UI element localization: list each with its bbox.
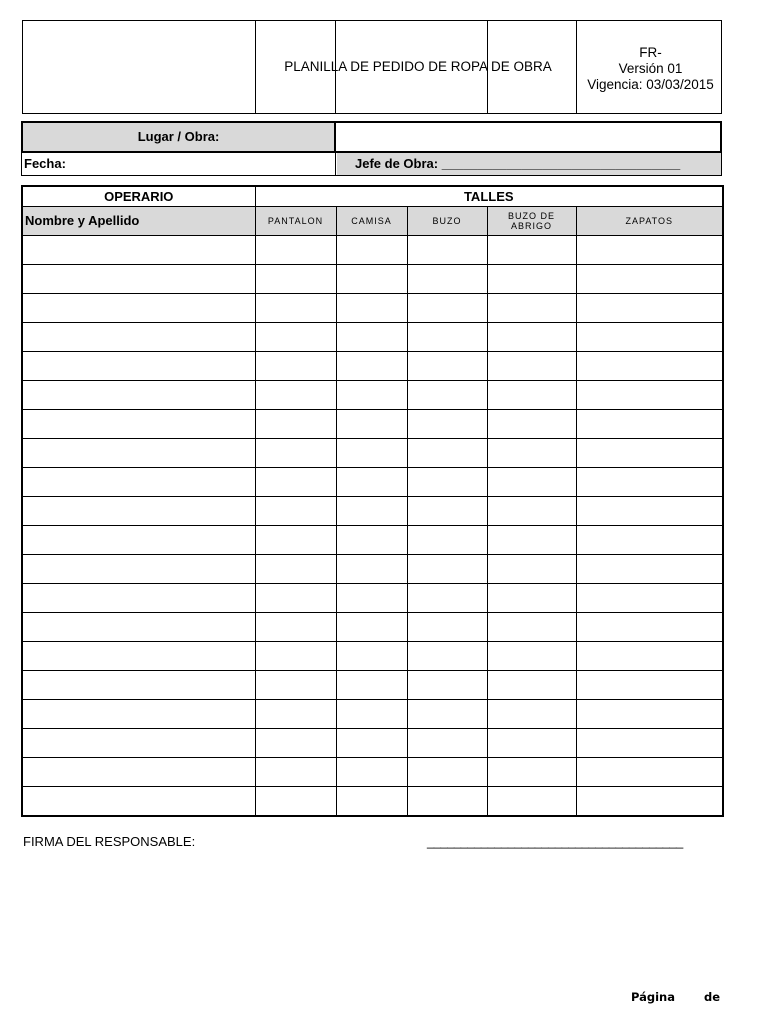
pantalon-cell[interactable] xyxy=(255,236,336,265)
zapatos-cell[interactable] xyxy=(576,729,723,758)
buzo-abrigo-cell[interactable] xyxy=(487,642,576,671)
name-cell[interactable] xyxy=(22,352,255,381)
camisa-cell[interactable] xyxy=(336,613,407,642)
camisa-cell[interactable] xyxy=(336,352,407,381)
pantalon-cell[interactable] xyxy=(255,700,336,729)
table-row xyxy=(22,671,723,700)
pantalon-cell[interactable] xyxy=(255,497,336,526)
table-row xyxy=(22,787,723,817)
buzo-abrigo-cell[interactable] xyxy=(487,236,576,265)
camisa-cell[interactable] xyxy=(336,700,407,729)
camisa-cell[interactable] xyxy=(336,381,407,410)
name-cell[interactable] xyxy=(22,294,255,323)
jefe-obra-label: Jefe de Obra: _________________________________ xyxy=(337,153,721,175)
table-row xyxy=(22,497,723,526)
buzo-abrigo-cell[interactable] xyxy=(487,381,576,410)
buzo-cell[interactable] xyxy=(407,497,487,526)
buzo-abrigo-cell[interactable] xyxy=(487,729,576,758)
table-row xyxy=(22,294,723,323)
buzo-abrigo-cell[interactable] xyxy=(487,555,576,584)
camisa-cell[interactable] xyxy=(336,526,407,555)
pantalon-cell[interactable] xyxy=(255,758,336,787)
document-code: FR- xyxy=(639,45,662,60)
pantalon-cell[interactable] xyxy=(255,555,336,584)
name-cell[interactable] xyxy=(22,526,255,555)
camisa-cell[interactable] xyxy=(336,584,407,613)
firma-label: FIRMA DEL RESPONSABLE: xyxy=(23,834,196,849)
table-row xyxy=(22,381,723,410)
table-column-header xyxy=(22,207,723,236)
fecha-row xyxy=(21,153,722,176)
camisa-cell[interactable] xyxy=(336,642,407,671)
buzo-abrigo-cell[interactable] xyxy=(487,758,576,787)
buzo-cell[interactable] xyxy=(407,613,487,642)
pantalon-cell[interactable] xyxy=(255,294,336,323)
zapatos-cell[interactable] xyxy=(576,323,723,352)
table-row xyxy=(22,700,723,729)
document-meta xyxy=(578,45,723,93)
buzo-cell[interactable] xyxy=(407,236,487,265)
talles-header: TALLES xyxy=(255,186,723,207)
table-row xyxy=(22,352,723,381)
pantalon-cell[interactable] xyxy=(255,584,336,613)
camisa-cell[interactable] xyxy=(336,323,407,352)
zapatos-cell[interactable] xyxy=(576,265,723,294)
buzo-cell[interactable] xyxy=(407,381,487,410)
name-cell[interactable] xyxy=(22,700,255,729)
table-group-header xyxy=(22,186,723,207)
name-cell[interactable] xyxy=(22,613,255,642)
camisa-column-header: CAMISA xyxy=(336,207,407,236)
table-row xyxy=(22,555,723,584)
table-row xyxy=(22,642,723,671)
pantalon-cell[interactable] xyxy=(255,381,336,410)
name-cell[interactable] xyxy=(22,381,255,410)
pantalon-cell[interactable] xyxy=(255,642,336,671)
header-divider xyxy=(255,21,256,113)
name-cell[interactable] xyxy=(22,642,255,671)
pantalon-cell[interactable] xyxy=(255,410,336,439)
table-row xyxy=(22,526,723,555)
pedido-table xyxy=(21,185,724,817)
buzo-abrigo-cell[interactable] xyxy=(487,323,576,352)
zapatos-cell[interactable] xyxy=(576,526,723,555)
buzo-cell[interactable] xyxy=(407,729,487,758)
buzo-cell[interactable] xyxy=(407,671,487,700)
document-header xyxy=(22,20,722,114)
zapatos-cell[interactable] xyxy=(576,294,723,323)
camisa-cell[interactable] xyxy=(336,468,407,497)
buzo-cell[interactable] xyxy=(407,584,487,613)
buzo-abrigo-cell[interactable] xyxy=(487,468,576,497)
buzo-column-header: BUZO xyxy=(407,207,487,236)
camisa-cell[interactable] xyxy=(336,787,407,817)
buzo-cell[interactable] xyxy=(407,642,487,671)
zapatos-cell[interactable] xyxy=(576,758,723,787)
camisa-cell[interactable] xyxy=(336,410,407,439)
buzo-cell[interactable] xyxy=(407,352,487,381)
buzo-cell[interactable] xyxy=(407,700,487,729)
zapatos-cell[interactable] xyxy=(576,584,723,613)
table-row xyxy=(22,729,723,758)
buzo-cell[interactable] xyxy=(407,294,487,323)
buzo-abrigo-cell[interactable] xyxy=(487,265,576,294)
name-cell[interactable] xyxy=(22,729,255,758)
pantalon-cell[interactable] xyxy=(255,468,336,497)
pantalon-cell[interactable] xyxy=(255,729,336,758)
pantalon-cell[interactable] xyxy=(255,613,336,642)
table-row xyxy=(22,410,723,439)
buzo-abrigo-cell[interactable] xyxy=(487,787,576,817)
zapatos-cell[interactable] xyxy=(576,555,723,584)
pantalon-cell[interactable] xyxy=(255,526,336,555)
table-row xyxy=(22,468,723,497)
camisa-cell[interactable] xyxy=(336,729,407,758)
buzo-cell[interactable] xyxy=(407,265,487,294)
document-vigencia: Vigencia: 03/03/2015 xyxy=(587,77,714,92)
pantalon-cell[interactable] xyxy=(255,787,336,817)
buzo-cell[interactable] xyxy=(407,758,487,787)
document-title: PLANILLA DE PEDIDO DE ROPA DE OBRA xyxy=(284,59,552,74)
table-row xyxy=(22,265,723,294)
name-cell[interactable] xyxy=(22,410,255,439)
buzo-abrigo-cell[interactable] xyxy=(487,584,576,613)
table-row xyxy=(22,613,723,642)
camisa-cell[interactable] xyxy=(336,497,407,526)
operario-header: OPERARIO xyxy=(22,186,255,207)
name-cell[interactable] xyxy=(22,787,255,817)
buzo-cell[interactable] xyxy=(407,468,487,497)
buzo-abrigo-column-header: BUZO DE ABRIGO xyxy=(487,207,576,236)
camisa-cell[interactable] xyxy=(336,294,407,323)
buzo-abrigo-cell[interactable] xyxy=(487,700,576,729)
name-cell[interactable] xyxy=(22,758,255,787)
zapatos-cell[interactable] xyxy=(576,700,723,729)
pantalon-cell[interactable] xyxy=(255,439,336,468)
name-cell[interactable] xyxy=(22,555,255,584)
de-label: de xyxy=(704,990,721,1004)
buzo-cell[interactable] xyxy=(407,439,487,468)
pantalon-cell[interactable] xyxy=(255,671,336,700)
buzo-abrigo-cell[interactable] xyxy=(487,526,576,555)
buzo-abrigo-cell[interactable] xyxy=(487,410,576,439)
table-row xyxy=(22,758,723,787)
lugar-row xyxy=(21,121,722,153)
buzo-cell[interactable] xyxy=(407,323,487,352)
name-cell[interactable] xyxy=(22,439,255,468)
table-row xyxy=(22,236,723,265)
name-cell[interactable] xyxy=(22,265,255,294)
camisa-cell[interactable] xyxy=(336,265,407,294)
pagina-label: Página xyxy=(631,990,676,1004)
camisa-cell[interactable] xyxy=(336,439,407,468)
buzo-abrigo-cell[interactable] xyxy=(487,497,576,526)
pantalon-cell[interactable] xyxy=(255,265,336,294)
pantalon-column-header: PANTALON xyxy=(255,207,336,236)
pantalon-cell[interactable] xyxy=(255,352,336,381)
buzo-cell[interactable] xyxy=(407,526,487,555)
zapatos-cell[interactable] xyxy=(576,236,723,265)
name-cell[interactable] xyxy=(22,497,255,526)
buzo-abrigo-cell[interactable] xyxy=(487,671,576,700)
camisa-cell[interactable] xyxy=(336,758,407,787)
zapatos-cell[interactable] xyxy=(576,410,723,439)
name-cell[interactable] xyxy=(22,323,255,352)
zapatos-cell[interactable] xyxy=(576,642,723,671)
buzo-abrigo-cell[interactable] xyxy=(487,439,576,468)
buzo-abrigo-cell[interactable] xyxy=(487,294,576,323)
firma-line: ______________________________________ xyxy=(427,834,683,849)
name-cell[interactable] xyxy=(22,468,255,497)
fecha-label: Fecha: xyxy=(22,153,336,175)
zapatos-cell[interactable] xyxy=(576,439,723,468)
buzo-cell[interactable] xyxy=(407,555,487,584)
document-version: Versión 01 xyxy=(618,61,683,76)
buzo-abrigo-cell[interactable] xyxy=(487,352,576,381)
name-cell[interactable] xyxy=(22,584,255,613)
zapatos-cell[interactable] xyxy=(576,352,723,381)
zapatos-column-header: ZAPATOS xyxy=(576,207,723,236)
zapatos-cell[interactable] xyxy=(576,381,723,410)
camisa-cell[interactable] xyxy=(336,555,407,584)
zapatos-cell[interactable] xyxy=(576,497,723,526)
buzo-cell[interactable] xyxy=(407,410,487,439)
camisa-cell[interactable] xyxy=(336,671,407,700)
name-column-header: Nombre y Apellido xyxy=(22,207,255,236)
name-cell[interactable] xyxy=(22,671,255,700)
zapatos-cell[interactable] xyxy=(576,613,723,642)
table-row xyxy=(22,439,723,468)
zapatos-cell[interactable] xyxy=(576,468,723,497)
zapatos-cell[interactable] xyxy=(576,671,723,700)
table-row xyxy=(22,323,723,352)
buzo-cell[interactable] xyxy=(407,787,487,817)
lugar-label: Lugar / Obra: xyxy=(23,123,336,151)
zapatos-cell[interactable] xyxy=(576,787,723,817)
pantalon-cell[interactable] xyxy=(255,323,336,352)
camisa-cell[interactable] xyxy=(336,236,407,265)
name-cell[interactable] xyxy=(22,236,255,265)
table-row xyxy=(22,584,723,613)
buzo-abrigo-cell[interactable] xyxy=(487,613,576,642)
